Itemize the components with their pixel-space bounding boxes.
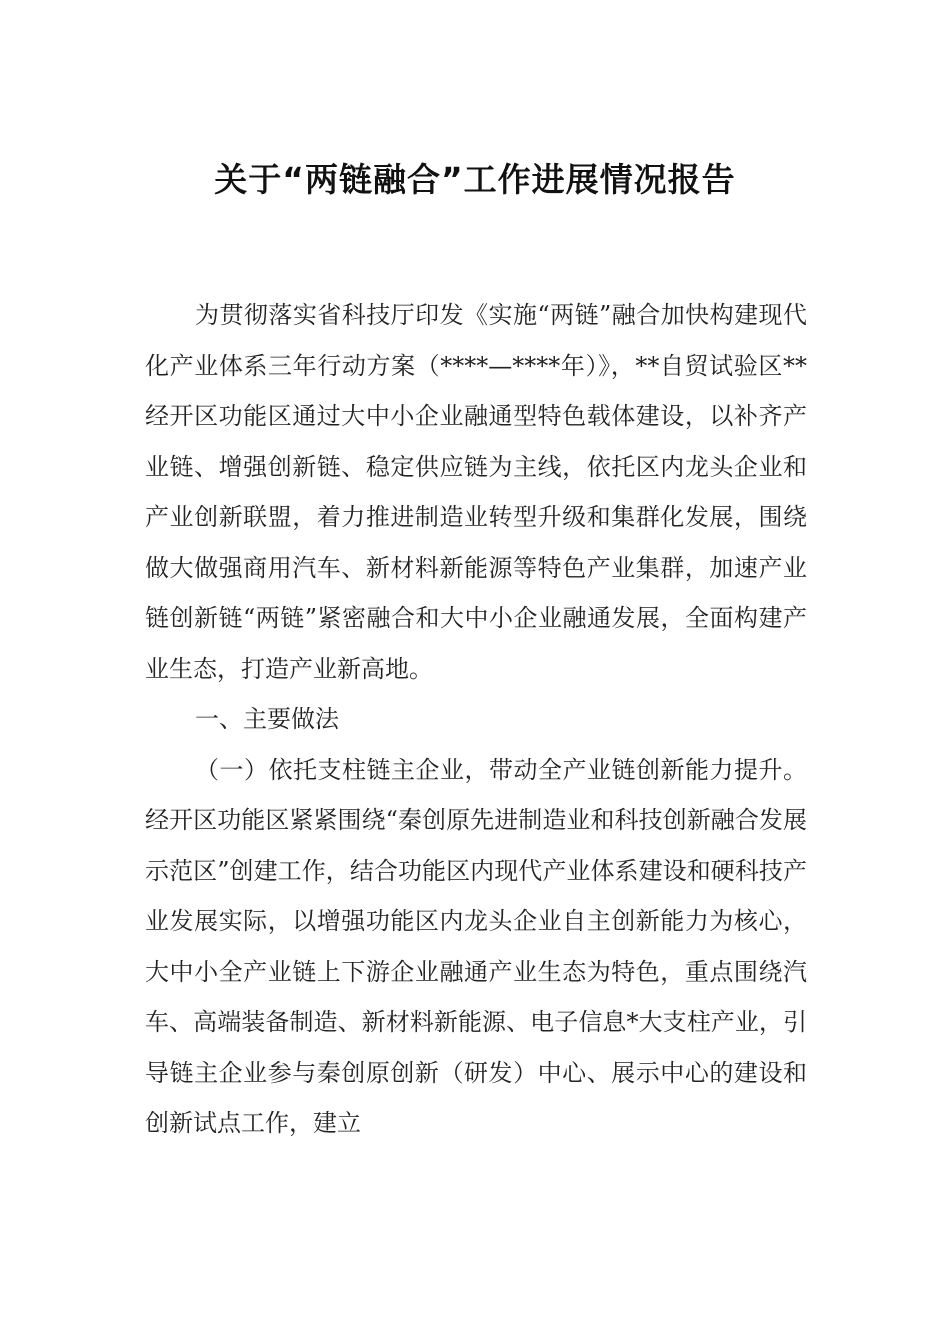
- intro-paragraph: 为贯彻落实省科技厅印发《实施“两链”融合加快构建现代化产业体系三年行动方案（****—****年）》，**自贸试验区**经开区功能区通过大中小企业融通型特色载体建设，以补齐产业链、增强创新链、稳定供应链为主线，依托区内龙头企业和产业创新联盟，着力推进制造业转型升级和集群化发展，围绕做大做强商用汽车、新材料新能源等特色产业集群，加速产业链创新链“两链”紧密融合和大中小企业融通发展，全面构建产业生态，打造产业新高地。: [145, 301, 807, 683]
- subsection-paragraph: （一）依托支柱链主企业，带动全产业链创新能力提升。经开区功能区紧紧围绕“秦创原先进制造业和科技创新融合发展示范区”创建工作，结合功能区内现代产业体系建设和硬科技产业发展实际，以增强功能区内龙头企业自主创新能力为核心，大中小全产业链上下游企业融通产业生态为特色，重点围绕汽车、高端装备制造、新材料新能源、电子信息*大支柱产业，引导链主企业参与秦创原创新（研发）中心、展示中心的建设和创新试点工作，建立: [145, 755, 807, 1137]
- section-heading: 一、主要做法: [195, 705, 339, 733]
- document-body: [145, 290, 807, 1149]
- document-title: 关于“两链融合”工作进展情况报告: [214, 160, 736, 199]
